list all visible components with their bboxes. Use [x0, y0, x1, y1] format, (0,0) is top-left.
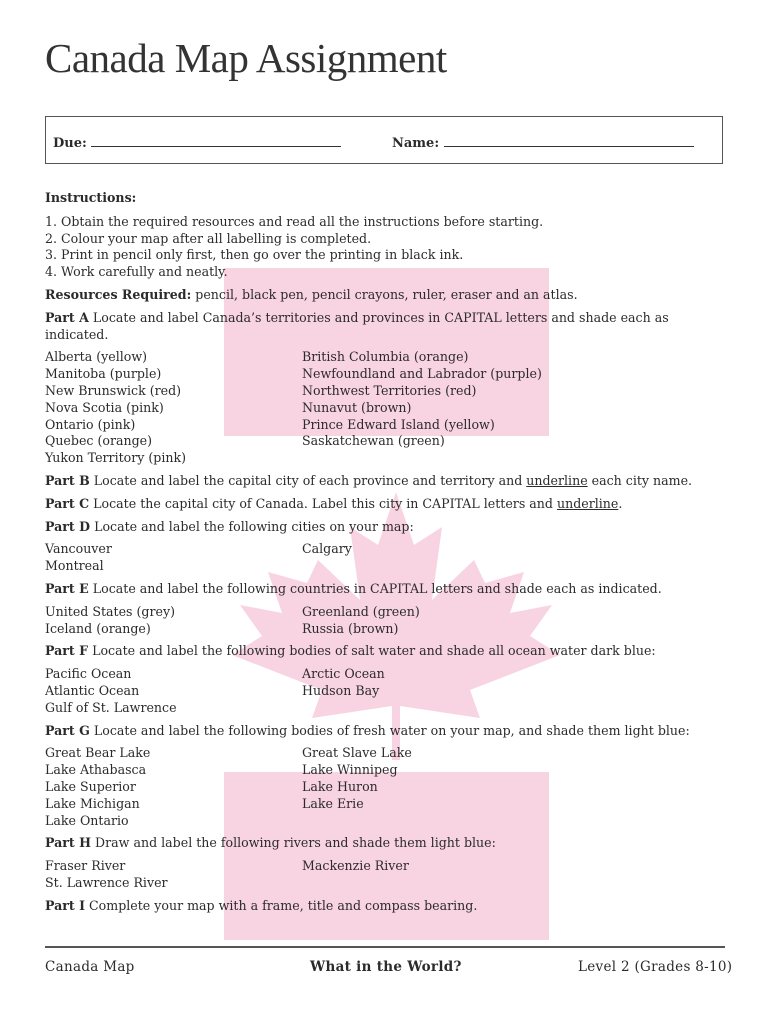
footer-right: Level 2 (Grades 8-10)	[578, 959, 733, 975]
list-item: Yukon Territory (pink)	[45, 450, 187, 466]
part-d-list	[45, 541, 735, 575]
instruction-item: 3. Print in pencil only first, then go over the printing in black ink.	[45, 247, 464, 263]
part-d-text: Locate and label the following cities on your map:	[94, 518, 414, 534]
part-i-text: Complete your map with a frame, title and compass bearing.	[89, 897, 478, 913]
part-a-list	[45, 349, 735, 467]
page-title: Canada Map Assignment	[45, 35, 447, 81]
part-i-label: Part I	[45, 897, 86, 913]
part-i-line	[45, 898, 735, 915]
list-item: Montreal	[45, 558, 104, 574]
part-c-label: Part C	[45, 495, 90, 511]
footer-left: Canada Map	[45, 959, 135, 975]
list-item: Lake Huron	[302, 778, 378, 794]
part-g-list	[45, 745, 735, 829]
list-item: Nunavut (brown)	[302, 399, 412, 415]
list-item: United States (grey)	[45, 603, 175, 619]
list-item: Lake Ontario	[45, 812, 129, 828]
part-e-label: Part E	[45, 580, 89, 596]
list-item: New Brunswick (red)	[45, 382, 182, 398]
part-e-left-column	[45, 604, 302, 638]
list-item: Vancouver	[45, 541, 112, 557]
footer-center: What in the World?	[310, 959, 462, 975]
part-f-label: Part F	[45, 643, 89, 659]
list-item: Lake Erie	[302, 795, 364, 811]
part-b-underline-word: underline	[526, 472, 588, 488]
list-item: Saskatchewan (green)	[302, 433, 445, 449]
part-a-right-column	[302, 349, 559, 467]
part-g-left-column	[45, 745, 302, 829]
list-item: British Columbia (orange)	[302, 349, 469, 365]
part-b-text: Locate and label the capital city of each province and territory and	[93, 472, 527, 488]
part-c-text: Locate the capital city of Canada. Label this city in CAPITAL letters and	[93, 495, 557, 511]
part-e-line	[45, 581, 735, 598]
list-item: Manitoba (purple)	[45, 366, 162, 382]
part-d-left-column	[45, 541, 302, 575]
part-a-label: Part A	[45, 309, 89, 325]
part-d-right-column	[302, 541, 559, 575]
part-b-label: Part B	[45, 472, 90, 488]
resources-text: pencil, black pen, pencil crayons, ruler, eraser and an atlas.	[195, 286, 578, 302]
part-f-right-column	[302, 666, 559, 716]
list-item: Lake Michigan	[45, 795, 140, 811]
part-c-line	[45, 496, 735, 513]
list-item: Great Slave Lake	[302, 745, 412, 761]
part-d-line	[45, 519, 735, 536]
instruction-item: 2. Colour your map after all labelling is completed.	[45, 230, 372, 246]
due-name-box	[45, 116, 723, 164]
list-item: Mackenzie River	[302, 858, 409, 874]
part-g-text: Locate and label the following bodies of fresh water on your map, and shade them light blue:	[93, 722, 690, 738]
list-item: Lake Superior	[45, 778, 136, 794]
part-h-list	[45, 858, 735, 892]
list-item: Arctic Ocean	[302, 666, 385, 682]
list-item: Great Bear Lake	[45, 745, 151, 761]
list-item: Northwest Territories (red)	[302, 382, 477, 398]
instruction-item: 1. Obtain the required resources and read all the instructions before starting.	[45, 213, 544, 229]
part-f-list	[45, 666, 735, 716]
part-h-label: Part H	[45, 835, 92, 851]
part-b-text-end: each city name.	[587, 472, 693, 488]
part-a-left-column	[45, 349, 302, 467]
list-item: Atlantic Ocean	[45, 682, 140, 698]
list-item: Lake Winnipeg	[302, 762, 398, 778]
part-f-text: Locate and label the following bodies of salt water and shade all ocean water dark blue:	[92, 643, 656, 659]
part-h-right-column	[302, 858, 559, 892]
part-e-list	[45, 604, 735, 638]
list-item: Russia (brown)	[302, 620, 399, 636]
list-item: Ontario (pink)	[45, 416, 136, 432]
part-a-line	[45, 310, 735, 344]
list-item: Calgary	[302, 541, 352, 557]
part-g-line	[45, 723, 735, 740]
part-g-right-column	[302, 745, 559, 829]
part-f-line	[45, 643, 735, 660]
list-item: Iceland (orange)	[45, 620, 151, 636]
name-field[interactable]	[392, 134, 694, 151]
part-e-right-column	[302, 604, 559, 638]
part-c-text-end: .	[618, 495, 623, 511]
list-item: Greenland (green)	[302, 603, 420, 619]
due-field[interactable]	[53, 134, 341, 151]
list-item: Quebec (orange)	[45, 433, 153, 449]
list-item: Pacific Ocean	[45, 666, 132, 682]
list-item: Newfoundland and Labrador (purple)	[302, 366, 542, 382]
list-item: Hudson Bay	[302, 682, 380, 698]
instructions-heading: Instructions:	[45, 190, 137, 205]
due-blank-line[interactable]	[91, 134, 341, 147]
part-h-text: Draw and label the following rivers and shade them light blue:	[95, 835, 496, 851]
instruction-item: 4. Work carefully and neatly.	[45, 264, 228, 280]
footer-divider	[45, 946, 725, 948]
part-e-text: Locate and label the following countries in CAPITAL letters and shade each as indicated.	[92, 580, 662, 596]
part-h-left-column	[45, 858, 302, 892]
part-a-text: Locate and label Canada’s territories and provinces in CAPITAL letters and shade each as indicated.	[45, 309, 669, 342]
part-c-underline-word: underline	[556, 495, 619, 511]
list-item: Alberta (yellow)	[45, 349, 148, 365]
part-b-line	[45, 473, 735, 490]
due-label: Due:	[53, 136, 87, 151]
resources-label: Resources Required:	[45, 286, 192, 302]
part-d-label: Part D	[45, 518, 91, 534]
resources-line	[45, 287, 735, 304]
list-item: St. Lawrence River	[45, 874, 168, 890]
part-h-line	[45, 835, 735, 852]
list-item: Fraser River	[45, 858, 126, 874]
list-item: Lake Athabasca	[45, 762, 147, 778]
list-item: Prince Edward Island (yellow)	[302, 416, 495, 432]
list-item: Nova Scotia (pink)	[45, 399, 164, 415]
part-f-left-column	[45, 666, 302, 716]
assignment-body	[45, 190, 735, 914]
name-label: Name:	[392, 136, 440, 151]
part-g-label: Part G	[45, 722, 90, 738]
name-blank-line[interactable]	[444, 134, 694, 147]
list-item: Gulf of St. Lawrence	[45, 699, 177, 715]
